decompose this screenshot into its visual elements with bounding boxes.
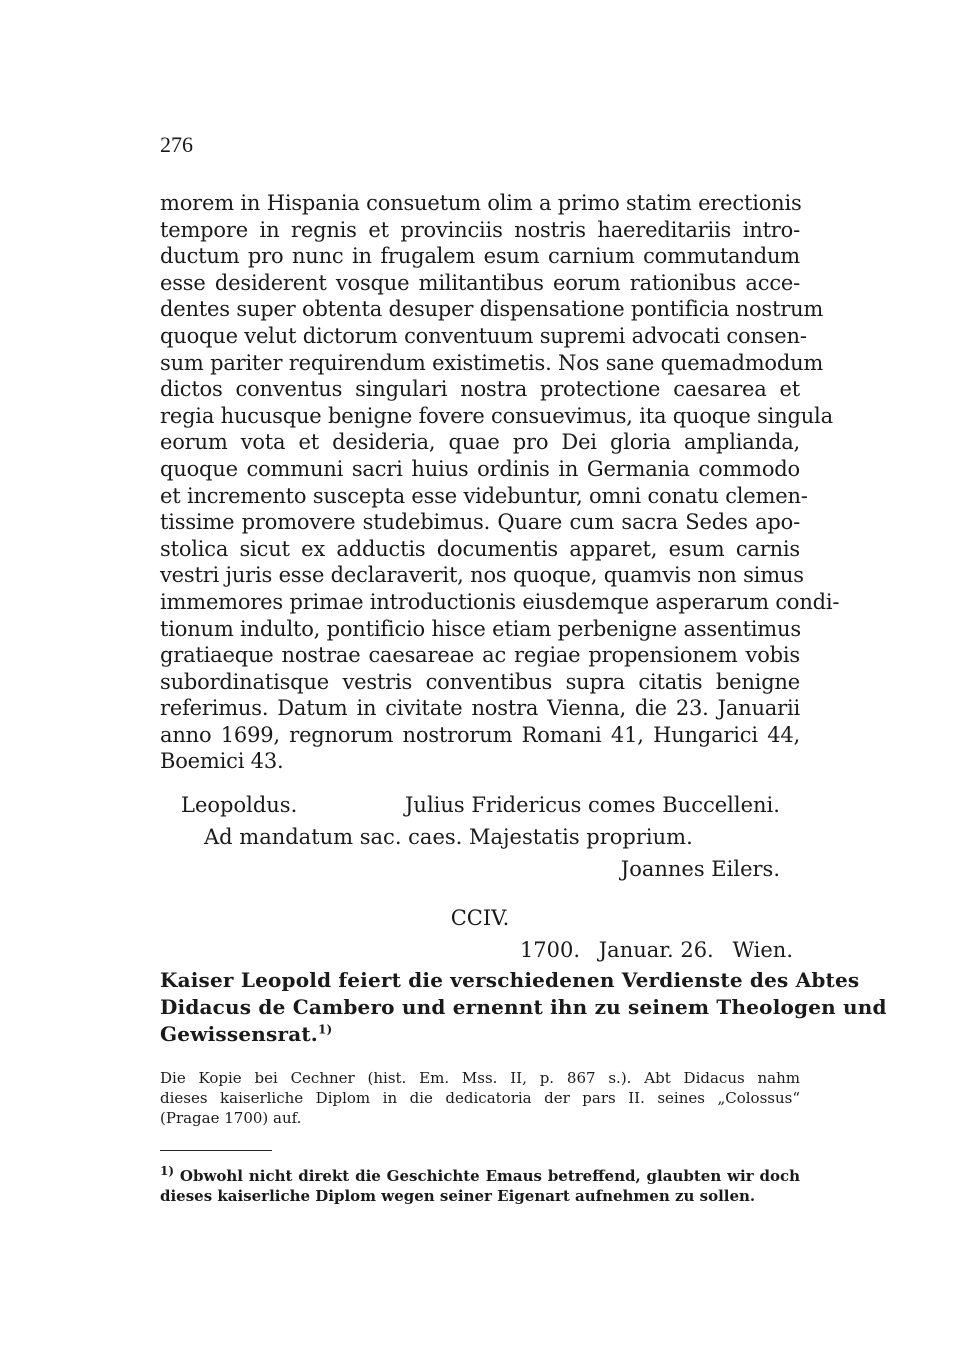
title-line: Kaiser Leopold feiert die verschiedenen Verdienste des Abtes (160, 968, 860, 992)
footnote-divider (160, 1150, 272, 1151)
body-line: referimus. Datum in civitate nostra Vienna, die 23. Januarii (160, 696, 800, 721)
body-line: stolica sicut ex adductis documentis apparet, esum carnis (160, 536, 800, 561)
document-title (160, 967, 887, 1048)
page-number: 276 (160, 132, 193, 157)
source-note (160, 1068, 800, 1128)
body-line: esse desiderent vosque militantibus eorum rationibus acce- (160, 270, 800, 295)
dateline (508, 938, 793, 962)
signature-chancellor: Julius Fridericus comes Buccelleni. (405, 793, 780, 817)
footnote-marker: 1) (160, 1164, 175, 1178)
body-line: regia hucusque benigne fovere consuevimus, ita quoque singula (160, 403, 833, 428)
body-line: quoque communi sacri huius ordinis in Germania commodo (160, 456, 800, 481)
title-line: Didacus de Cambero und ernennt ihn zu seinem Theologen und (160, 995, 887, 1019)
source-note-line: (Pragae 1700) auf. (160, 1109, 302, 1127)
source-note-line: Die Kopie bei Cechner (hist. Em. Mss. II, p. 867 s.). Abt Didacus nahm (160, 1069, 800, 1087)
title-line-last (160, 1021, 800, 1048)
body-line: tionum indulto, pontificio hisce etiam perbenigne assentimus (160, 616, 801, 641)
body-text (160, 190, 840, 775)
body-line: anno 1699, regnorum nostrorum Romani 41, Hungarici 44, (160, 722, 800, 747)
body-line: morem in Hispania consuetum olim a primo statim erectionis (160, 191, 802, 215)
footnote (160, 1166, 800, 1206)
footnote-line-first (160, 1166, 800, 1186)
body-line: vestri juris esse declaraverit, nos quoque, quamvis non simus (160, 563, 804, 588)
document-number: CCIV. (450, 906, 510, 930)
source-note-line: dieses kaiserliche Diplom in die dedicatoria der pars II. seines „Colossus“ (160, 1089, 800, 1107)
body-line: subordinatisque vestris conventibus supra citatis benigne (160, 669, 800, 694)
date-place: Wien. (732, 938, 793, 962)
body-line: Boemici 43. (160, 749, 284, 774)
body-line: et incremento suscepta esse videbuntur, omni conatu clemen- (160, 483, 808, 508)
body-line: ductum pro nunc in frugalem esum carnium commutandum (160, 244, 800, 269)
signature-emperor: Leopoldus. (181, 793, 298, 817)
footnote-reference: 1) (317, 1022, 333, 1037)
body-line: quoque velut dictorum conventuum supremi advocati consen- (160, 323, 807, 348)
footnote-line: Obwohl nicht direkt die Geschichte Emaus betreffend, glaubten wir doch (179, 1167, 800, 1185)
date-month: Januar. 26. (598, 938, 714, 962)
signature-secretary: Joannes Eilers. (620, 857, 780, 881)
mandate-line: Ad mandatum sac. caes. Majestatis proprium. (204, 825, 693, 849)
body-line: gratiaeque nostrae caesareae ac regiae propensionem vobis (160, 643, 800, 668)
body-line: immemores primae introductionis eiusdemque asperarum condi- (160, 589, 840, 614)
body-line: dentes super obtenta desuper dispensatione pontificia nostrum (160, 297, 824, 322)
title-line: Gewissensrat. (160, 1022, 318, 1046)
body-line: eorum vota et desideria, quae pro Dei gloria amplianda, (160, 430, 800, 455)
body-line: tissime promovere studebimus. Quare cum sacra Sedes apo- (160, 510, 800, 535)
date-year: 1700. (519, 938, 581, 962)
footnote-line: dieses kaiserliche Diplom wegen seiner Eigenart aufnehmen zu sollen. (160, 1187, 756, 1205)
body-line: dictos conventus singulari nostra protectione caesarea et (160, 377, 800, 402)
body-line: tempore in regnis et provinciis nostris haereditariis intro- (160, 217, 800, 242)
body-line: sum pariter requirendum existimetis. Nos sane quemadmodum (160, 350, 824, 375)
